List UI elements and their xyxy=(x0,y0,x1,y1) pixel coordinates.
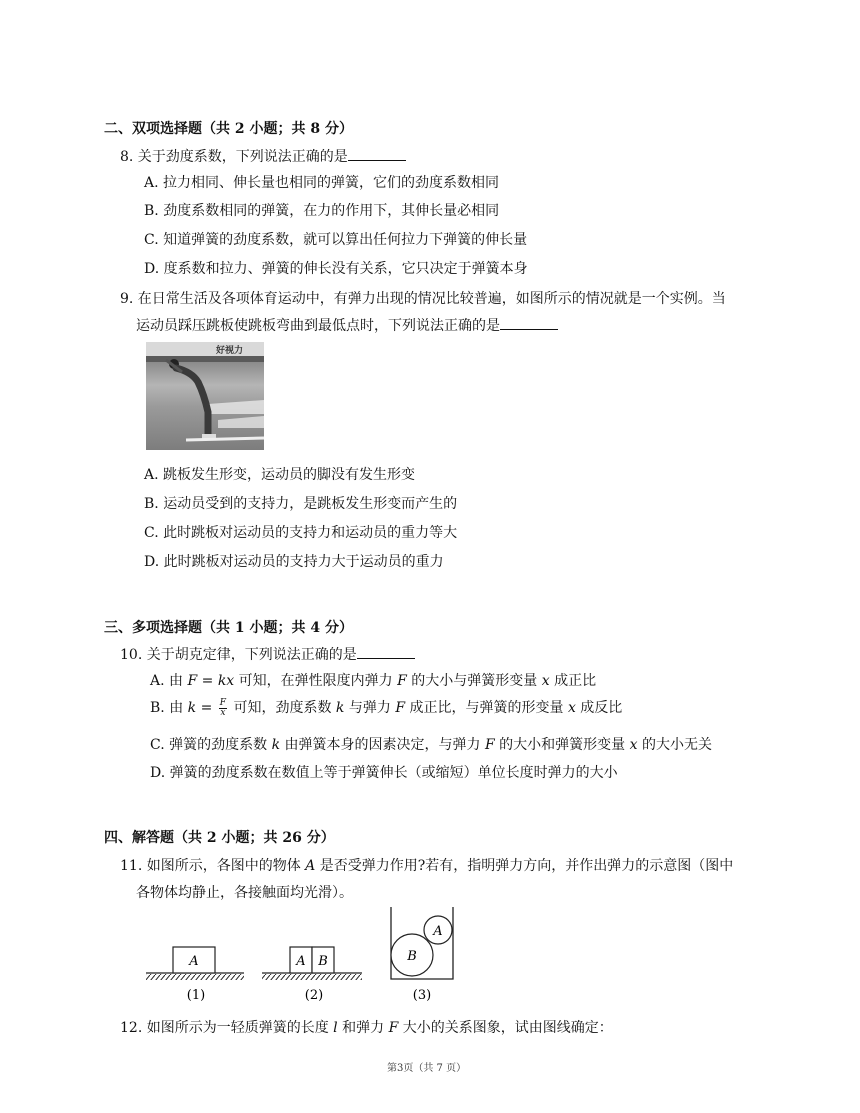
question-12-stem: 12. 如图所示为一轻质弹簧的长度 l 和弹力 F 大小的关系图象，试由图线确定： xyxy=(120,1020,613,1036)
q9-option-d[interactable]: D. 此时跳板对运动员的支持力大于运动员的重力 xyxy=(144,554,444,570)
q8-option-a[interactable]: A. 拉力相同、伸长量也相同的弹簧，它们的劲度系数相同 xyxy=(144,175,500,191)
q10-option-b[interactable]: B. 由 k = $\frac{F}{x}$ 可知，劲度系数 k 与弹力 F 成正比，与弹簧的形变量 x 成反比 xyxy=(150,697,623,718)
figure-1-label: (1) xyxy=(186,988,206,1003)
q11-figures xyxy=(140,903,480,1033)
block-a-label: A xyxy=(296,954,306,969)
q10-option-c[interactable]: C. 弹簧的劲度系数 k 由弹簧本身的因素决定，与弹力 F 的大小和弹簧形变量 x 的大小无关 xyxy=(150,737,712,753)
question-11-stem-line2: 各物体均静止，各接触面均光滑）。 xyxy=(136,885,353,901)
ball-a-label: A xyxy=(433,924,443,939)
question-8-stem: 8. 关于劲度系数，下列说法正确的是 xyxy=(120,146,406,166)
figure-3-label: (3) xyxy=(412,988,432,1003)
banner-text: 好视力 xyxy=(216,346,244,356)
figure-3 xyxy=(391,907,453,1003)
answer-blank[interactable] xyxy=(500,317,558,330)
figure-2 xyxy=(262,947,362,1003)
q9-option-a[interactable]: A. 跳板发生形变，运动员的脚没有发生形变 xyxy=(144,467,416,483)
block-b-label: B xyxy=(318,954,328,969)
question-9-stem-line1: 9. 在日常生活及各项体育运动中，有弹力出现的情况比较普遍，如图所示的情况就是一个实例。当 xyxy=(120,291,726,307)
q9-option-c[interactable]: C. 此时跳板对运动员的支持力和运动员的重力等大 xyxy=(144,525,458,541)
q10-option-d[interactable]: D. 弹簧的劲度系数在数值上等于弹簧伸长（或缩短）单位长度时弹力的大小 xyxy=(150,765,618,781)
q9-option-b[interactable]: B. 运动员受到的支持力，是跳板发生形变而产生的 xyxy=(144,496,458,512)
question-9-stem-line2: 运动员踩压跳板使跳板弯曲到最低点时，下列说法正确的是 xyxy=(136,315,558,335)
q8-option-c[interactable]: C. 知道弹簧的劲度系数，就可以算出任何拉力下弹簧的伸长量 xyxy=(144,232,528,248)
fraction-f-over-x: $\frac{F}{x}$ xyxy=(219,697,227,718)
block-a-label: A xyxy=(189,954,199,969)
section-heading-2: 二、双项选择题（共 2 小题；共 8 分） xyxy=(104,121,353,137)
diver-illustration xyxy=(146,342,264,450)
q8-option-d[interactable]: D. 度系数和拉力、弹簧的伸长没有关系，它只决定于弹簧本身 xyxy=(144,261,528,277)
section-heading-3: 三、多项选择题（共 1 小题；共 4 分） xyxy=(104,620,353,636)
page-footer: 第3页（共 7 页） xyxy=(387,1063,467,1074)
figure-2-label: (2) xyxy=(304,988,324,1003)
q10-option-a[interactable]: A. 由 F = kx 可知，在弹性限度内弹力 F 的大小与弹簧形变量 x 成正比 xyxy=(150,673,597,689)
question-11-stem-line1: 11. 如图所示，各图中的物体 A 是否受弹力作用?若有，指明弹力方向，并作出弹力的示意图（图中 xyxy=(120,858,734,874)
q8-option-b[interactable]: B. 劲度系数相同的弹簧，在力的作用下，其伸长量必相同 xyxy=(144,203,500,219)
section-heading-4: 四、解答题（共 2 小题；共 26 分） xyxy=(104,830,335,846)
question-10-stem: 10. 关于胡克定律，下列说法正确的是 xyxy=(120,644,415,664)
answer-blank[interactable] xyxy=(357,646,415,659)
ball-b-label: B xyxy=(407,949,417,964)
diving-board-photo xyxy=(146,342,264,450)
figure-1 xyxy=(146,947,244,1003)
answer-blank[interactable] xyxy=(348,148,406,161)
